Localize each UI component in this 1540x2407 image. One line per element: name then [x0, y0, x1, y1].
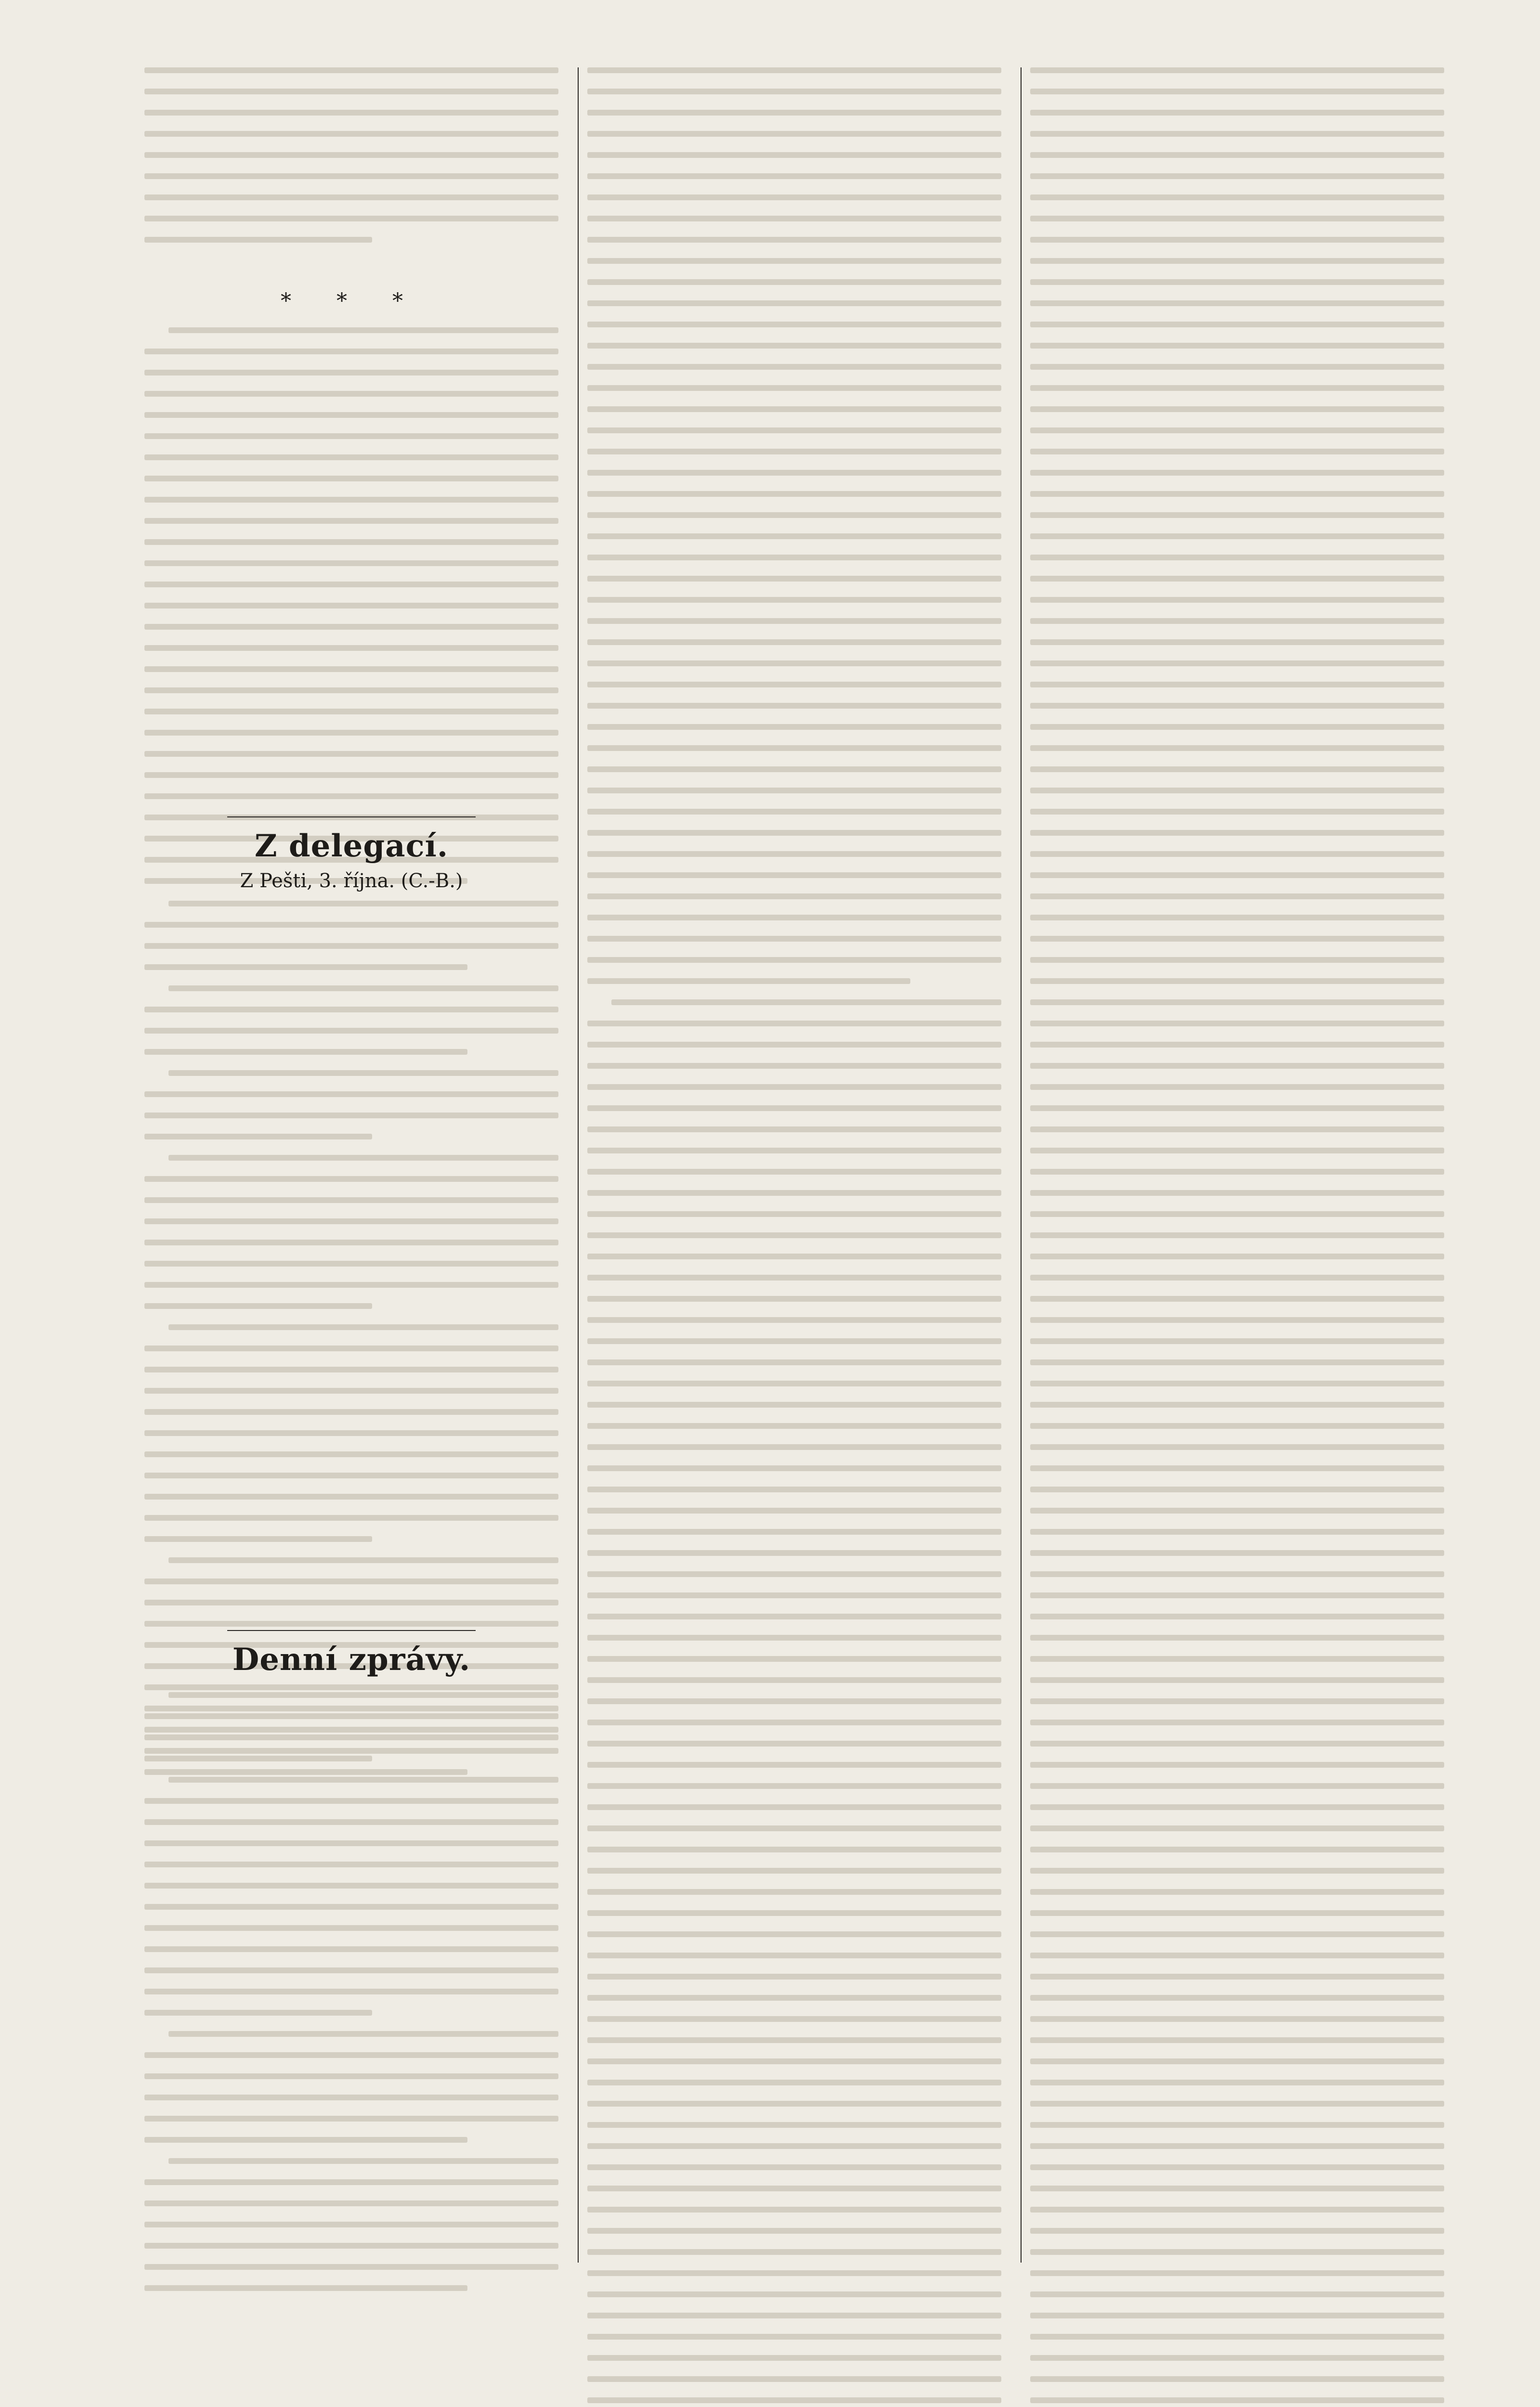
section-rule [144, 1618, 558, 1643]
column-middle [587, 67, 1001, 2263]
column-divider [1021, 67, 1022, 2263]
section-denni-zpravy [144, 1642, 558, 2306]
paragraph [144, 985, 558, 1055]
paragraph [144, 1692, 558, 1761]
paragraph [144, 67, 558, 243]
article-block [1030, 67, 1444, 2407]
dateline: Z Pešti, 3. října. (C.-B.) [240, 870, 463, 892]
separator [144, 284, 558, 317]
column-left [144, 67, 558, 2263]
paragraph [144, 1070, 558, 1139]
paragraph [144, 2158, 558, 2291]
section-heading: Z delegací. [254, 828, 449, 864]
paragraph [144, 1155, 558, 1309]
column-divider [578, 67, 579, 2263]
paragraph [144, 327, 558, 884]
paragraph [144, 1777, 558, 2016]
asterism: * * * [281, 289, 422, 313]
paragraph [144, 1324, 558, 1542]
section-heading: Denní zprávy. [232, 1642, 471, 1678]
paragraph [587, 999, 1001, 2407]
paragraph [587, 67, 1001, 984]
article-block [587, 67, 1001, 2407]
section-rule [144, 804, 558, 830]
paragraph [144, 2031, 558, 2143]
paragraph [144, 901, 558, 970]
column-right [1030, 67, 1444, 2263]
paragraph [1030, 67, 1444, 2407]
article-block [144, 67, 558, 258]
newspaper-page [144, 67, 1444, 2263]
